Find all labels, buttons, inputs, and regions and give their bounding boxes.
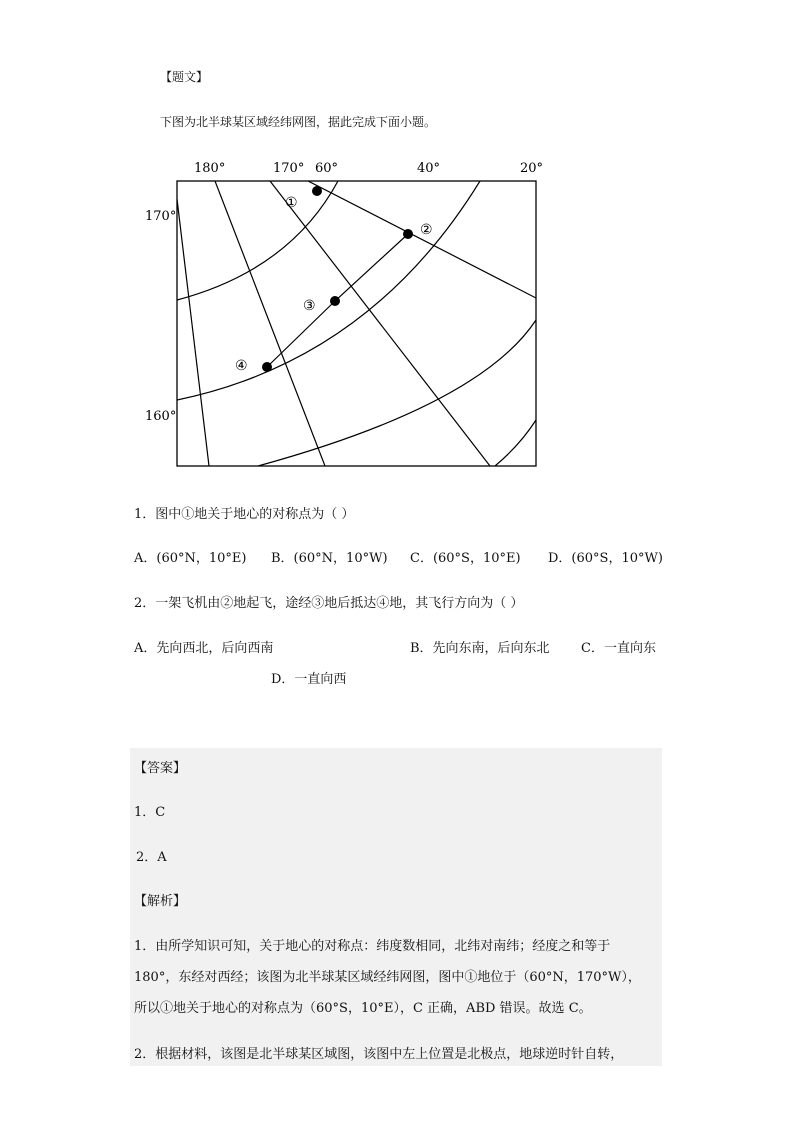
question-2-option-c: C．一直向东 xyxy=(581,641,656,656)
top-label-60: 60° xyxy=(315,161,339,176)
point-2-label: ② xyxy=(420,222,433,238)
point-3-label: ③ xyxy=(303,298,316,314)
question-1-option-d: D．(60°S，10°W) xyxy=(548,551,663,566)
question-1-option-b: B．(60°N，10°W) xyxy=(271,551,388,566)
question-tag: 【题文】 xyxy=(160,70,209,84)
answer-line-1: 1．C xyxy=(134,805,166,820)
question-1-stem: 1．图中①地关于地心的对称点为（ ） xyxy=(134,507,355,522)
analysis-p1-line-3: 所以①地关于地心的对称点为（60°S，10°E），C 正确，ABD 错误。故选 C。 xyxy=(134,1001,592,1016)
latitude-arc-middle xyxy=(177,181,480,400)
point-3-marker xyxy=(330,296,340,306)
left-label-160: 160° xyxy=(145,409,177,424)
map-frame xyxy=(177,181,536,466)
meridian-2 xyxy=(177,199,209,466)
intro-text: 下图为北半球某区域经纬网图，据此完成下面小题。 xyxy=(160,115,437,129)
point-2-marker xyxy=(403,229,413,239)
latitude-arc-outer xyxy=(258,320,536,466)
point-1-marker xyxy=(312,186,322,196)
point-4-marker xyxy=(262,362,272,372)
question-2-option-a: A．先向西北，后向西南 xyxy=(134,641,274,656)
answer-title: 【答案】 xyxy=(134,761,187,776)
answer-section xyxy=(130,748,662,1066)
question-1-option-c: C．(60°S，10°E) xyxy=(410,551,521,566)
top-label-20: 20° xyxy=(520,161,544,176)
top-label-170: 170° xyxy=(273,161,305,176)
analysis-title: 【解析】 xyxy=(134,894,187,909)
latitude-arc-inner xyxy=(177,181,338,300)
meridian-3 xyxy=(270,181,490,466)
analysis-p2-line-1: 2．根据材料，该图是北半球某区域图，该图中左上位置是北极点，地球逆时针自转， xyxy=(134,1047,624,1062)
top-label-180: 180° xyxy=(194,161,226,176)
question-2-stem: 2．一架飞机由②地起飞，途经③地后抵达④地，其飞行方向为（ ） xyxy=(134,596,524,611)
meridian-4 xyxy=(308,181,536,298)
left-label-170: 170° xyxy=(145,209,177,224)
point-4-label: ④ xyxy=(235,358,248,374)
question-2-option-d: D．一直向西 xyxy=(271,672,347,687)
answer-line-2: 2．A xyxy=(136,850,167,865)
question-1-option-a: A．(60°N，10°E) xyxy=(134,551,247,566)
analysis-p1-line-1: 1．由所学知识可知，关于地心的对称点：纬度数相同，北纬对南纬；经度之和等于 xyxy=(134,939,611,954)
latitude-longitude-grid-map xyxy=(140,150,560,480)
question-2-option-b: B．先向东南，后向东北 xyxy=(410,641,550,656)
point-1-label: ① xyxy=(285,195,298,211)
analysis-p1-line-2: 180°，东经对西经；该图为北半球某区域经纬网图，图中①地位于（60°N，170°W）， xyxy=(134,970,641,985)
top-label-40: 40° xyxy=(417,161,441,176)
latitude-arc-corner xyxy=(495,420,536,466)
